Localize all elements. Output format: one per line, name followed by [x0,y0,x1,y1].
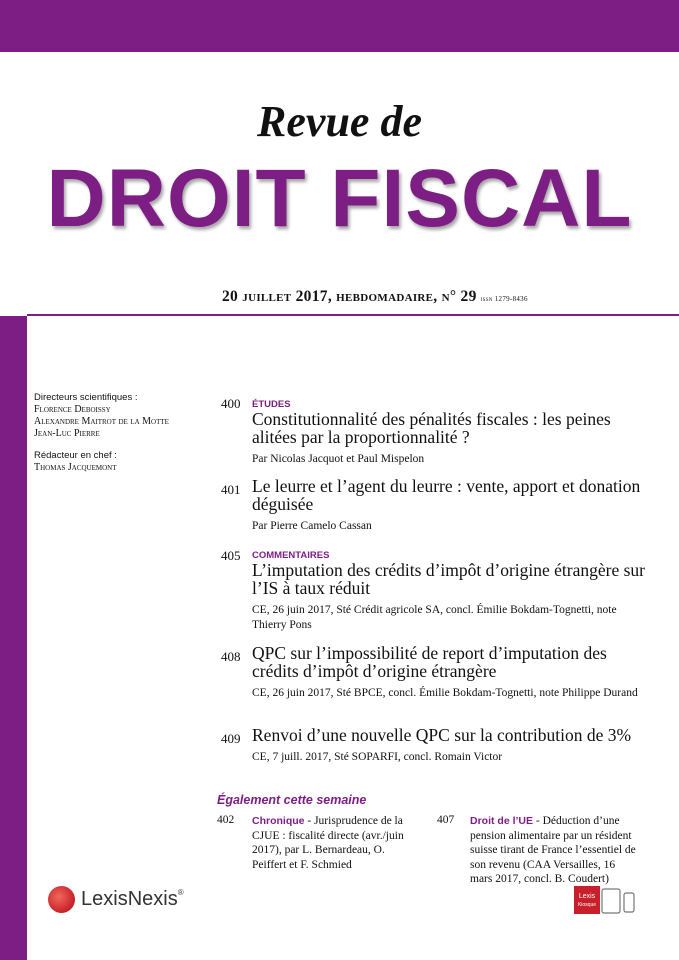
also-this-week-heading: Également cette semaine [217,793,367,807]
also-item-label: Droit de l’UE [470,815,534,827]
article-405[interactable] [252,561,652,633]
also-number: 402 [217,814,235,826]
badge-line1: Lexis [578,893,596,900]
article-number: 401 [221,482,241,497]
title-droit-fiscal: DROIT FISCAL [46,153,633,244]
also-item-text: - Jurisprudence de la CJUE : fiscalité directe (avr./juin 2017), par L. Bernardeau, O. Peiffert et F. Schmied [252,815,404,871]
director-name: Alexandre Maitrot de la Motte [34,416,169,427]
issue-date: 20 juillet 2017, hebdomadaire, n° 29 [222,288,477,305]
article-400[interactable] [252,410,652,467]
title-revue-de: Revue de [257,97,422,146]
lexisnexis-logo [48,884,184,914]
article-authors: CE, 26 juin 2017, Sté Crédit agricole SA, concl. Émilie Bokdam-Tognetti, note Thierry Pons [252,604,617,631]
left-sidebar-bar [0,316,27,960]
director-name: Jean-Luc Pierre [34,428,100,439]
top-banner [0,0,679,52]
article-number: 400 [221,396,241,411]
issn: issn 1279-8436 [480,295,528,303]
also-number: 407 [437,814,455,826]
article-title: Renvoi d’une nouvelle QPC sur la contribution de 3% [252,725,632,745]
logo-registered-mark: ® [177,888,184,897]
kiosque-red-tile [574,886,600,914]
article-title: Constitutionnalité des pénalités fiscales : les peines alitées par la proportionnalité ? [252,409,611,447]
directors-label: Directeurs scientifiques : [34,392,138,403]
article-title: QPC sur l’impossibilité de report d’imputation des crédits d’impôt d’origine étrangère [252,643,607,681]
logo-text: LexisNexis [81,887,178,910]
lexis-kiosque-badge [572,885,642,915]
article-409[interactable] [252,726,652,765]
divider-line [27,314,679,316]
phone-icon [624,893,634,912]
article-number: 405 [221,548,241,563]
section-commentaires: COMMENTAIRES [252,550,330,561]
also-item-text: - Déduction d’une pension alimentaire par un résident suisse tirant de France l’essentiel de son revenu (CAA Versailles, 16 mars 2017, concl. B. Coudert) [470,815,636,885]
also-item-label: Chronique [252,815,305,827]
article-number: 409 [221,731,241,746]
article-authors: CE, 26 juin 2017, Sté BPCE, concl. Émilie Bokdam-Tognetti, note Philippe Durand [252,687,638,699]
issue-dateline [222,288,528,306]
article-authors: Par Pierre Camelo Cassan [252,520,372,532]
section-etudes: ÉTUDES [252,399,291,410]
badge-line2: Kiosque [577,902,597,908]
article-authors: CE, 7 juill. 2017, Sté SOPARFI, concl. Romain Victor [252,751,503,763]
article-408[interactable] [252,644,652,701]
article-number: 408 [221,649,241,664]
also-item-droit-ue[interactable] [470,814,640,887]
chief-label: Rédacteur en chef : [34,450,117,461]
director-name: Florence Deboissy [34,404,111,415]
article-title: L’imputation des crédits d’impôt d’origine étrangère sur l’IS à taux réduit [252,560,645,598]
lexisnexis-logo-icon [48,886,75,913]
editorial-board [34,392,169,474]
article-title: Le leurre et l’agent du leurre : vente, apport et donation déguisée [252,476,641,514]
article-authors: Par Nicolas Jacquot et Paul Mispelon [252,453,425,465]
tablet-icon [602,889,620,913]
also-item-chronique[interactable] [252,814,410,872]
chief-name: Thomas Jacquemont [34,462,117,473]
article-401[interactable] [252,477,652,534]
